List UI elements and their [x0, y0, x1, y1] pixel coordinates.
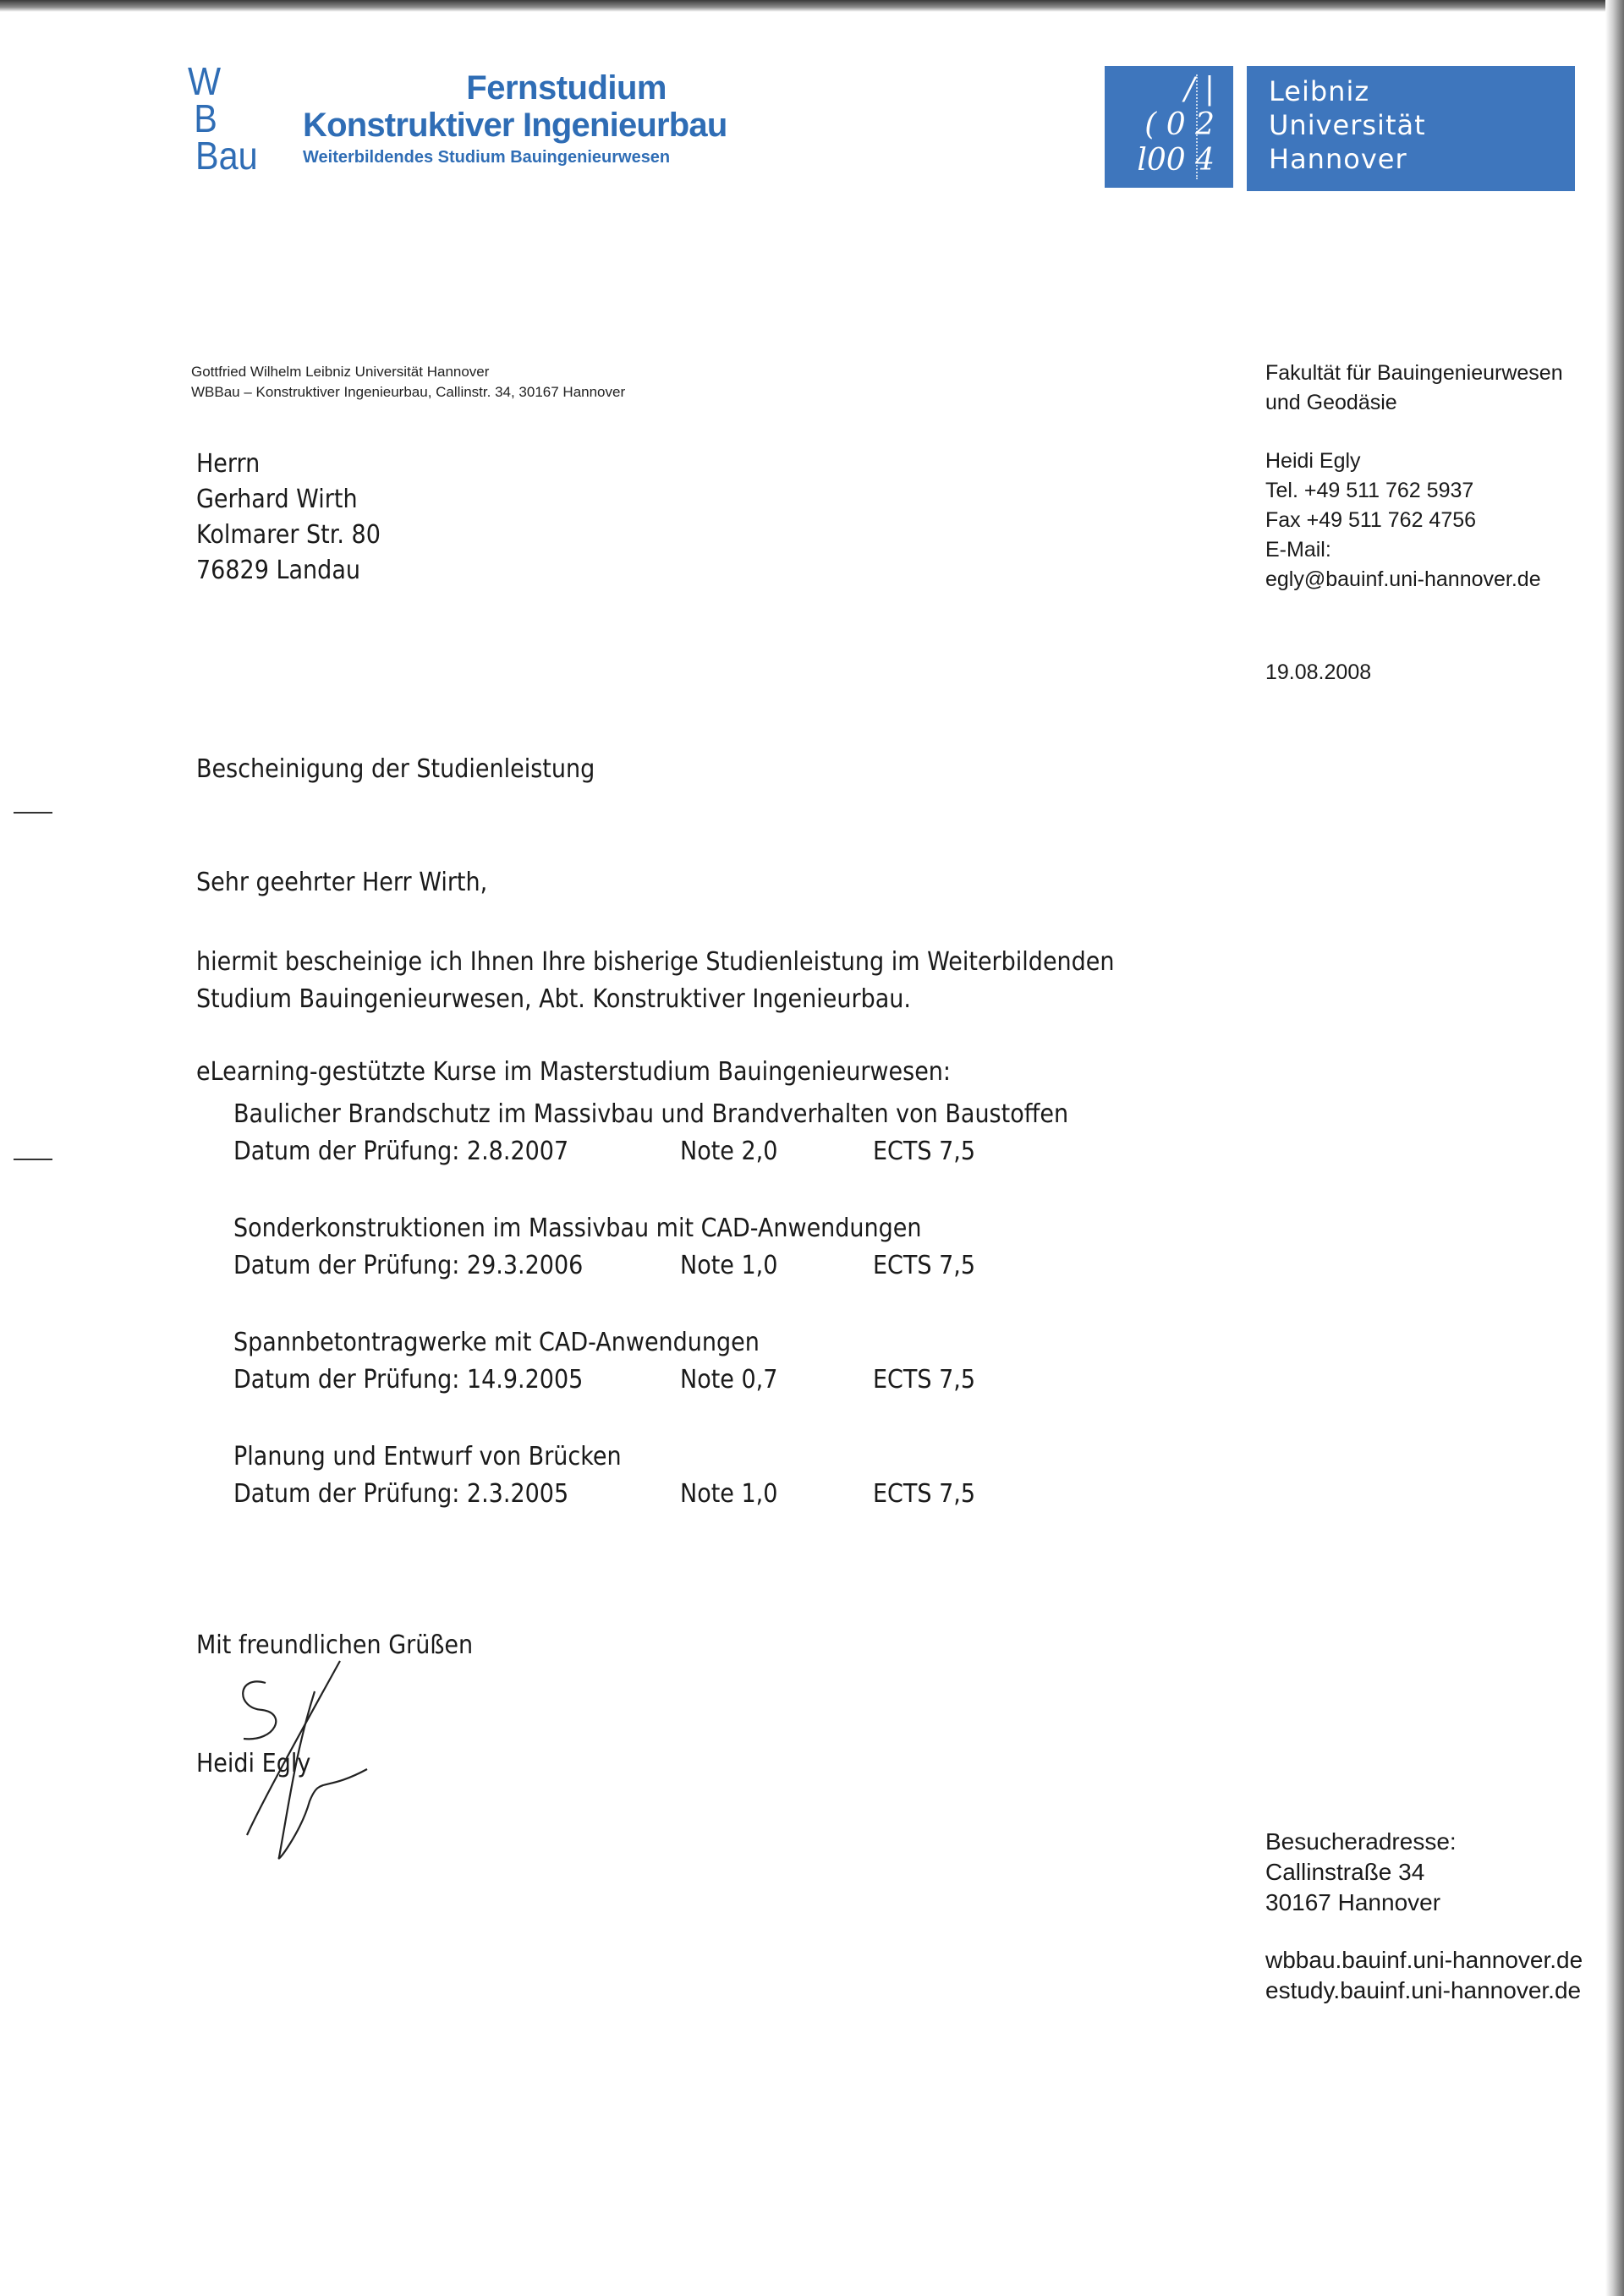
course-ects: ECTS 7,5	[873, 1365, 976, 1395]
contact-fax: Fax +49 511 762 4756	[1265, 508, 1477, 532]
handwritten-signature	[228, 1658, 372, 1869]
course-exam-date: Datum der Prüfung: 14.9.2005	[233, 1365, 584, 1395]
course-entry	[233, 1438, 976, 1513]
fold-mark-middle	[14, 1159, 52, 1160]
course-exam-date: Datum der Prüfung: 2.3.2005	[233, 1479, 569, 1509]
course-grade: Note 0,7	[680, 1365, 778, 1395]
course-title: Planung und Entwurf von Brücken	[233, 1442, 622, 1471]
courses-heading: eLearning-gestützte Kurse im Masterstudium Bauingenieurwesen:	[196, 1057, 952, 1087]
website-links	[1265, 1945, 1583, 2006]
course-entry	[233, 1210, 998, 1285]
course-grade: Note 2,0	[680, 1137, 778, 1166]
contact-email-label: E-Mail:	[1265, 538, 1331, 562]
recipient-city: 76829 Landau	[196, 556, 360, 585]
contact-name: Heidi Egly	[1265, 449, 1361, 473]
leibniz-name-line: Hannover	[1269, 143, 1407, 175]
wbbau-letter: W	[188, 59, 222, 103]
course-exam-date: Datum der Prüfung: 2.8.2007	[233, 1137, 569, 1166]
course-grade: Note 1,0	[680, 1479, 778, 1509]
recipient-salutation: Herrn	[196, 449, 261, 479]
course-entry	[233, 1096, 1161, 1170]
website-wbbau: wbbau.bauinf.uni-hannover.de	[1265, 1947, 1583, 1973]
course-title: Baulicher Brandschutz im Massivbau und Brandverhalten von Baustoffen	[233, 1099, 1069, 1129]
wbbau-tagline: Weiterbildendes Studium Bauingenieurwesen	[303, 148, 671, 167]
letter-date: 19.08.2008	[1265, 660, 1372, 684]
wbbau-letter: B	[194, 96, 217, 140]
wbbau-logo-letters	[188, 59, 258, 178]
wbbau-letter: Bau	[195, 134, 258, 178]
website-estudy: estudy.bauinf.uni-hannover.de	[1265, 1977, 1582, 2003]
intro-line-2: Studium Bauingenieurwesen, Abt. Konstruktiver Ingenieurbau.	[196, 984, 911, 1014]
wbbau-subtitle: Konstruktiver Ingenieurbau	[303, 107, 727, 144]
course-entry	[233, 1324, 976, 1399]
signer-name: Heidi Egly	[196, 1749, 311, 1778]
faculty-line-2: und Geodäsie	[1265, 391, 1397, 414]
emblem-row: / |	[1184, 72, 1215, 107]
leibniz-name-box	[1247, 66, 1575, 191]
visitor-city: 30167 Hannover	[1265, 1889, 1441, 1915]
course-result-row	[233, 1476, 976, 1513]
emblem-row: ( 0 2	[1144, 107, 1215, 142]
course-ects: ECTS 7,5	[873, 1479, 976, 1509]
sender-return-address	[191, 362, 625, 403]
intro-line-1: hiermit bescheinige ich Ihnen Ihre bisherige Studienleistung im Weiterbildenden	[196, 947, 1115, 977]
course-ects: ECTS 7,5	[873, 1137, 976, 1166]
scan-edge-right	[1605, 0, 1624, 2296]
visitor-label: Besucheradresse:	[1265, 1828, 1457, 1855]
wbbau-logo-text	[303, 69, 727, 171]
course-grade: Note 1,0	[680, 1251, 778, 1280]
recipient-street: Kolmarer Str. 80	[196, 520, 381, 550]
leibniz-emblem	[1105, 66, 1233, 188]
course-result-row	[233, 1247, 998, 1285]
recipient-name: Gerhard Wirth	[196, 485, 358, 514]
visitor-street: Callinstraße 34	[1265, 1859, 1425, 1885]
course-exam-date: Datum der Prüfung: 29.3.2006	[233, 1251, 584, 1280]
scan-edge-top	[0, 0, 1624, 12]
letter-intro	[196, 944, 1115, 1018]
leibniz-name-line: Universität	[1269, 109, 1426, 141]
letter-closing: Mit freundlichen Grüßen	[196, 1630, 474, 1660]
course-ects: ECTS 7,5	[873, 1251, 976, 1280]
visitor-address	[1265, 1827, 1457, 1918]
faculty-line-1: Fakultät für Bauingenieurwesen	[1265, 361, 1563, 385]
sender-line-2: WBBau – Konstruktiver Ingenieurbau, Callinstr. 34, 30167 Hannover	[191, 384, 626, 400]
course-title: Sonderkonstruktionen im Massivbau mit CAD-Anwendungen	[233, 1214, 922, 1243]
sender-line-1: Gottfried Wilhelm Leibniz Universität Hannover	[191, 364, 490, 380]
letter-subject: Bescheinigung der Studienleistung	[196, 754, 595, 784]
contact-tel: Tel. +49 511 762 5937	[1265, 479, 1474, 502]
letter-greeting: Sehr geehrter Herr Wirth,	[196, 868, 488, 897]
faculty-block	[1265, 359, 1563, 418]
wbbau-title: Fernstudium	[466, 69, 667, 107]
emblem-row: l00 4	[1137, 143, 1215, 178]
course-title: Spannbetontragwerke mit CAD-Anwendungen	[233, 1328, 760, 1357]
course-result-row	[233, 1133, 1161, 1170]
leibniz-name-line: Leibniz	[1269, 75, 1370, 107]
course-result-row	[233, 1362, 976, 1399]
contact-block	[1265, 447, 1541, 595]
fold-mark-top	[14, 812, 52, 814]
recipient-address	[196, 447, 381, 589]
contact-email: egly@bauinf.uni-hannover.de	[1265, 567, 1541, 591]
